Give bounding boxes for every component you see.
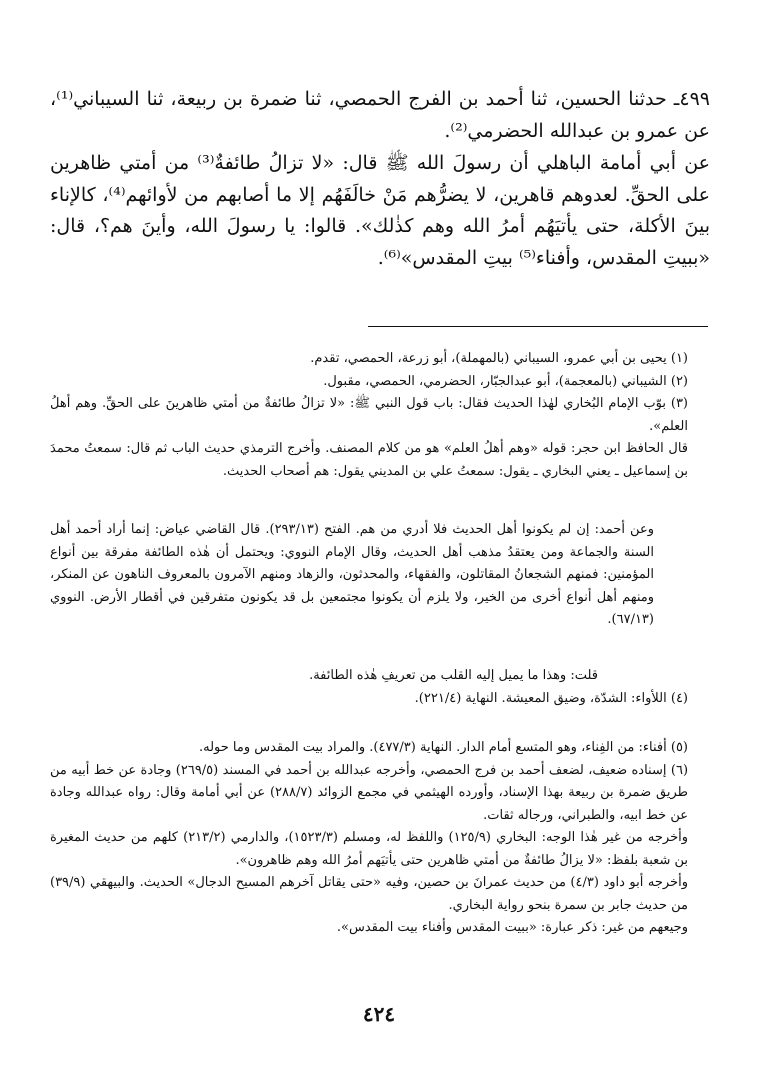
hadith-matn: عن أبي أمامة الباهلي أن رسولَ الله ﷺ قال: «لا تزالُ طائفةٌ⁽³⁾ من أمتي ظاهرين على الحقِّ. لعدوهم قاهرين، لا يضرُّهم مَنْ خالَفَهُم إلا ما أصابهم من لأوائهم⁽⁴⁾، كالإناء بينَ الأكلة، حتى يأتيَهُم أمرُ الله وهم كذٰلك». قالوا: يا رسولَ الله، وأينَ هم؟، قال: «ببيتِ المقدس، وأفناء⁽⁵⁾ بيتِ المقدس»⁽⁶⁾. [50,152,710,269]
footnote-3-continued: قال الحافظ ابن حجر: قوله «وهم أهلُ العلم» هو من كلام المصنف. وأخرج الترمذي حديث الباب ثم قال: سمعتُ محمدَ بن إسماعيل ـ يعني البخاري ـ يقول: سمعتُ علي بن المديني يقول: هم أصحاب الحديث. [50,441,688,479]
author-comment: قلت: وهذا ما يميل إليه القلب من تعريفِ هٰذه الطائفة. [309,668,598,683]
footnote-3-discussion: وعن أحمد: إن لم يكونوا أهل الحديث فلا أدري من هم. الفتح (٢٩٣/١٣). قال القاضي عياض: إنما أراد أحمد أهل السنة والجماعة ومن يعتقدُ مذهب أهل الحديث، وقال الإمام النووي: ويحتمل أن هٰذه الطائفة مفرقة بين أنواع المؤمنين: فمنهم الشجعانُ المقاتلون، والفقهاء، والمحدثون، والزهاد ومنهم الآمرون بالمعروف الناهون عن المنكر، ومنهم أهل أنواع أخرى من الخير، ولا يلزم أن يكونوا مجتمعين بل قد يكونون متفرقين في أقطار الأرض. النووي (٦٧/١٣). [50,522,654,627]
hadith-isnad: ٤٩٩ـ حدثنا الحسين، ثنا أحمد بن الفرج الحمصي، ثنا ضمرة بن ربيعة، ثنا السيباني⁽¹⁾، عن عمرو بن عبدالله الحضرمي⁽²⁾. [50,88,710,142]
footnotes-block-3 [50,665,718,710]
footnote-6-summary: وجيعهم من غير: ذكر عبارة: «ببيت المقدس وأفناء بيت المقدس». [336,920,688,935]
footnote-2: (٢) الشيباني (بالمعجمة)، أبو عبدالجبّار، الحضرمي، الحمصي، مقبول. [323,373,688,389]
footnotes-block-1 [50,348,718,483]
footnote-divider [368,326,708,327]
footnote-3: (٣) بوّب الإمام البُخاري لهٰذا الحديث فقال: باب قول النبي ﷺ: «لا تزالُ طائفةٌ من أمتي ظاهرينَ على الحقِّ. وهم أهلُ العلم». [50,396,688,434]
footnotes-block-2 [50,519,718,632]
footnotes-block-4 [50,737,718,940]
footnote-5: (٥) أفناء: من الفِناء، وهو المتسع أمام الدار. النهاية (٤٧٧/٣). والمراد بيت المقدس وما حوله. [198,740,688,755]
footnote-1: (١) يحيى بن أبي عمرو، السيباني (بالمهملة)، أبو زرعة، الحمصي، تقدم. [310,351,688,366]
footnote-6-abu-dawud: وأخرجه أبو داود (٤/٣) من حديث عمرانَ بن حصين، وفيه «حتى يقاتل آخرهم المسيح الدجال» الحديث. والبيهقي (٣٩/٩) من حديث جابر بن سمرة بنحو رواية البخاري. [50,875,688,913]
footnote-6: (٦) إسناده ضعيف، لضعف أحمد بن فرج الحمصي، وأخرجه عبدالله بن أحمد في المسند (٢٦٩/٥) وجادة عن خط أبيه من طريق ضمرة بن ربيعة بهذا الإسناد، وأورده الهيثمي في مجمع الزوائد (٢٨٨/٧) عن أبي أمامة وقال: رواه عبدالله وجادة عن خط ابيه، والطبراني، ورجاله ثقات. [50,762,689,823]
footnote-4: (٤) اللأواء: الشدّة، وضيق المعيشة. النهاية (٢٢١/٤). [414,690,688,706]
hadith-text [50,84,710,274]
page-number: ٤٢٤ [362,1002,396,1026]
footnote-6-continued: وأخرجه من غير هٰذا الوجه: البخاري (١٢٥/٩) واللفظ له، ومسلم (١٥٢٣/٣)، والدارمي (٢١٣/٢) كلهم من حديث المغيرة بن شعبة بلفظ: «لا يزالُ طائفةٌ من أمتي ظاهرين حتى يأتيَهم أمرُ الله وهم ظاهرون». [50,830,689,868]
